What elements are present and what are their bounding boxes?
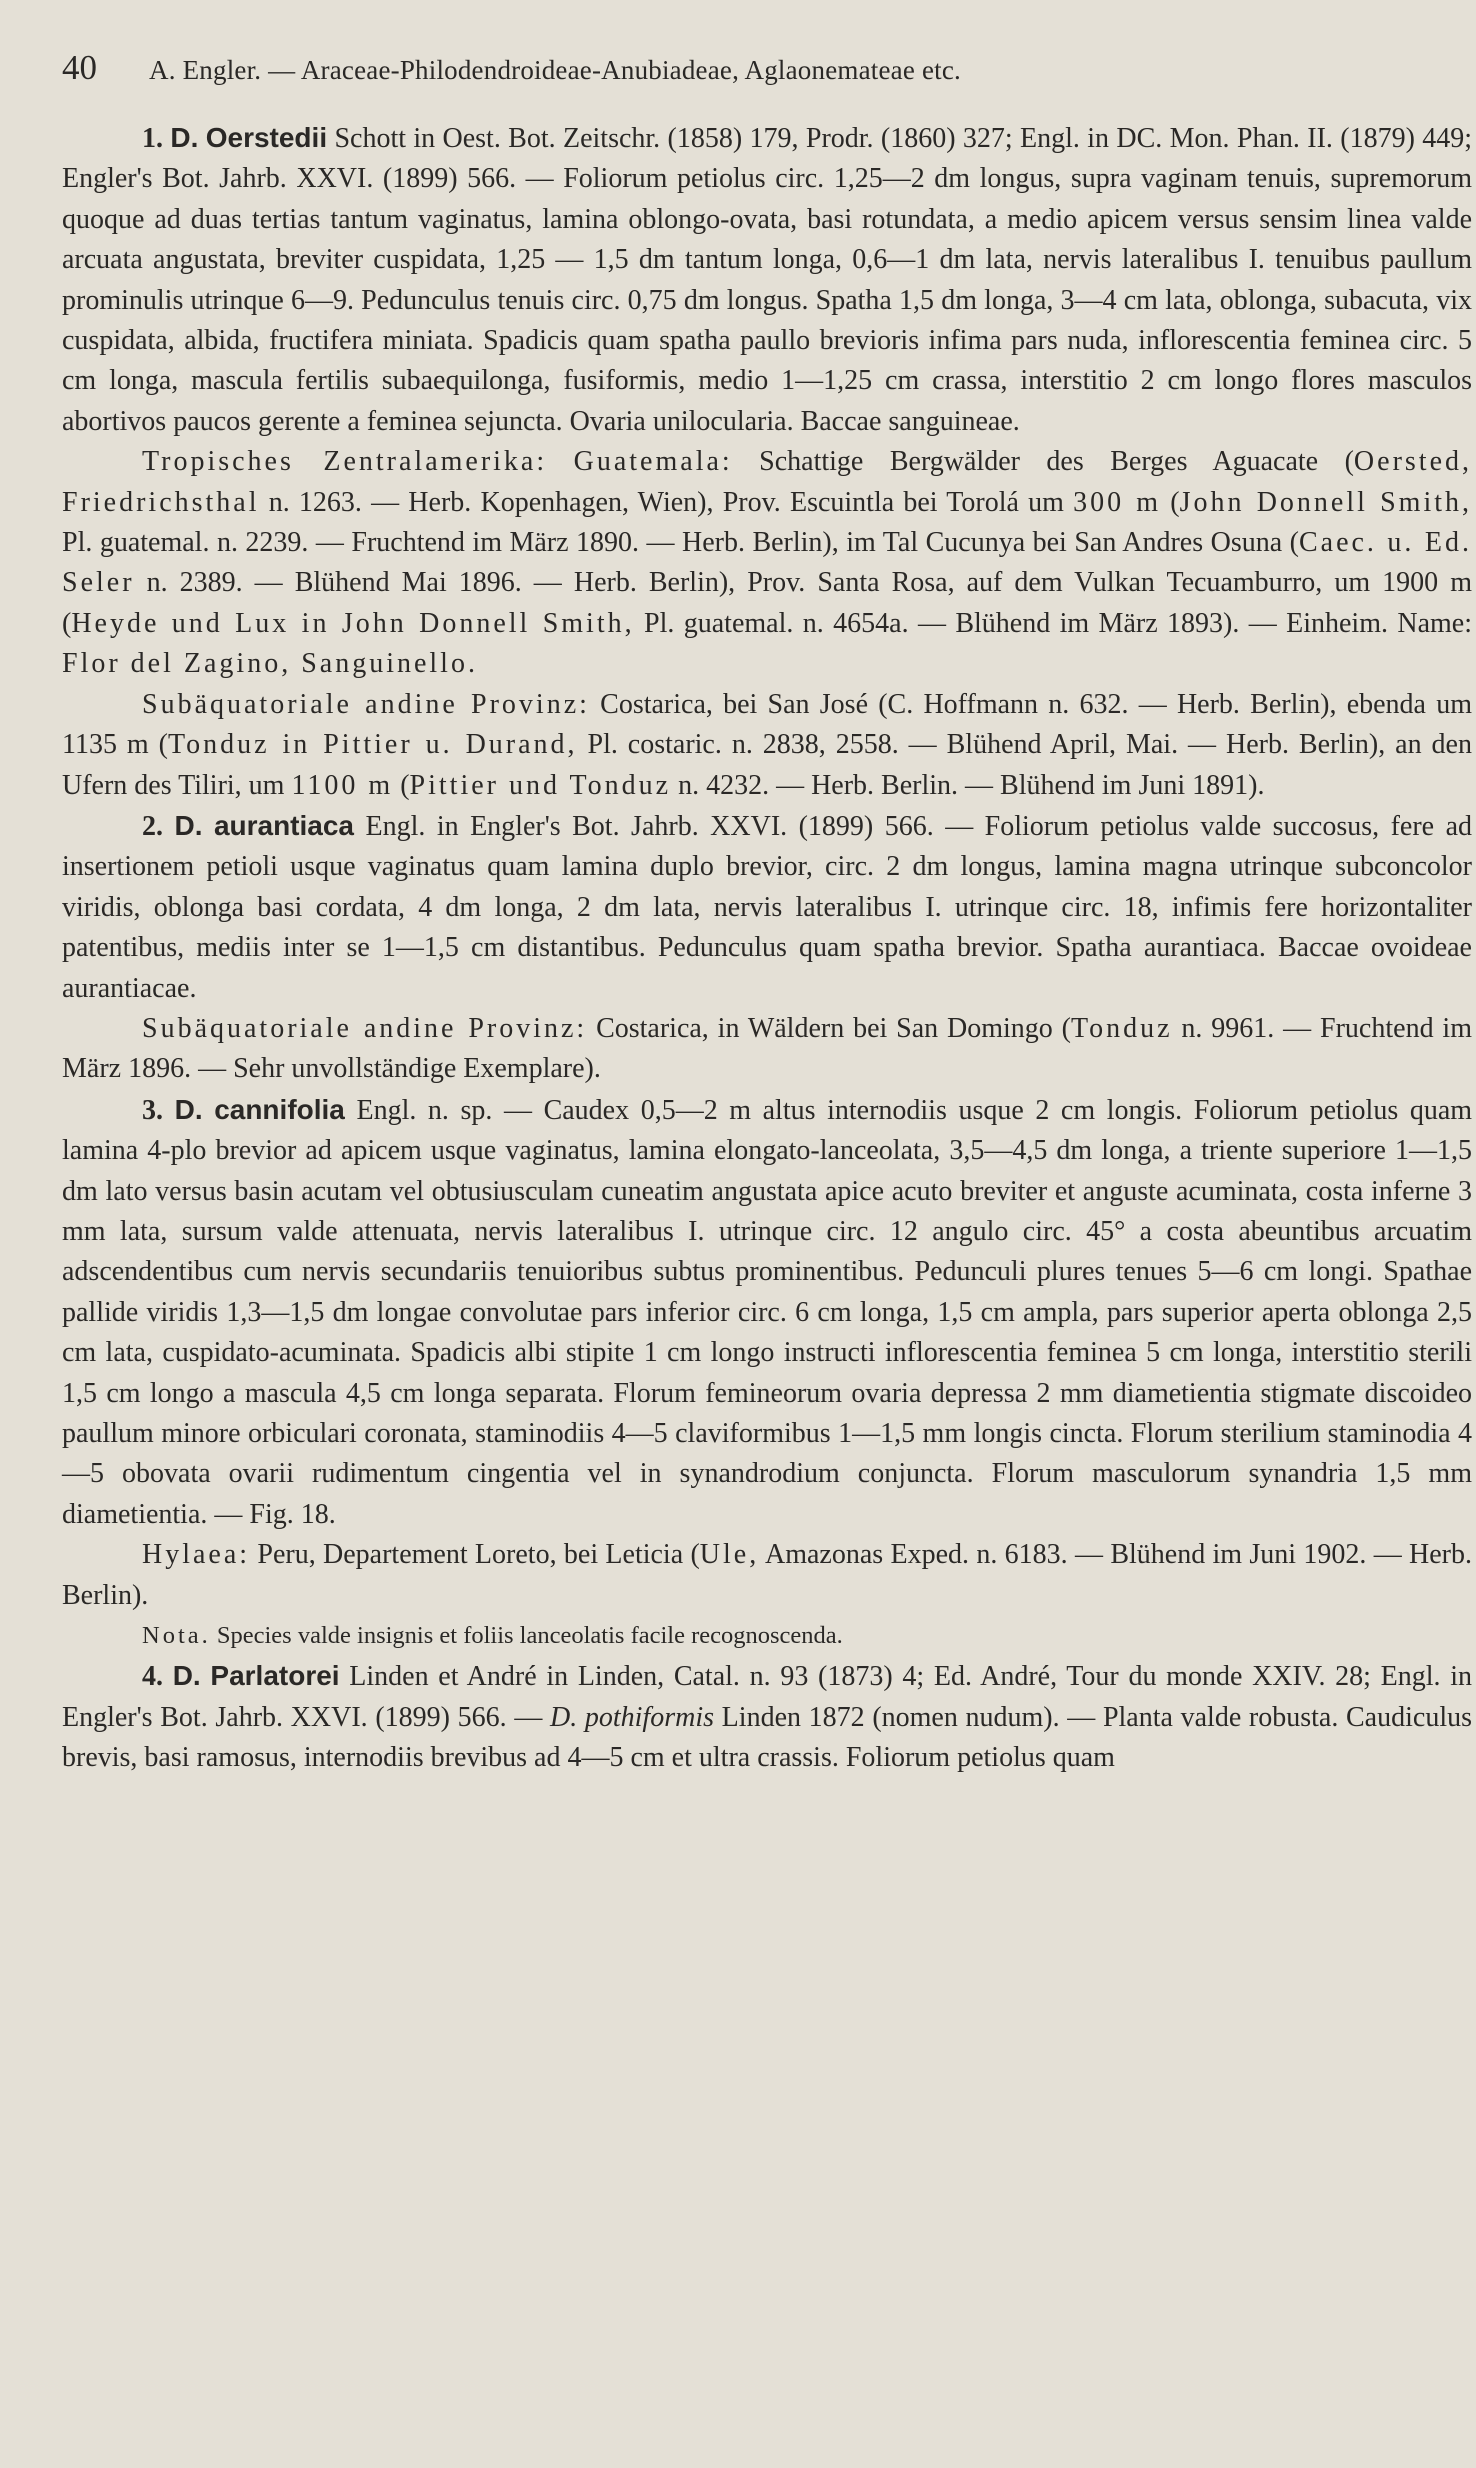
region-name: Hylaea: [142, 1539, 251, 1571]
collector-name: Heyde und Lux in John Donnell Smith, [71, 607, 635, 639]
region-name: Subäquatoriale andine Provinz: [142, 1012, 588, 1044]
species-name: Oerstedii [205, 122, 328, 153]
species-name: Parlatorei [210, 1660, 340, 1692]
entry-number: 1. [142, 123, 163, 154]
species-entry-parlatorei: 4. D. Parlatorei Linden et André in Linden, Catal. n. 93 (1873) 4; Ed. André, Tour du monde XXIV. 28; Engl. in Engler's Bot. Jahrb. XXVI. (1899) 566. — D. pothiformis Linden 1872 (nomen nudum). — Planta valde robusta. Caudiculus brevis, basi ramosus, internodiis brevibus ad 4—5 cm et ultra crassis. Foliorum petiolus quam [62, 1660, 1472, 1774]
entry-text: Engl. n. sp. — Caudex 0,5—2 m altus internodiis usque 2 cm longis. Foliorum petiolus quam lamina 4-plo brevior ad apicem usque vaginatus, lamina elongato-lanceolata, 3,5—4,5 dm longa, a triente superiore 1—1,5 dm lato versus basin acutam vel obtusiusculam cuneatim angustata apice acuto breviter et anguste acuminata, costa inferne 3 mm lata, sursum valde attenuata, nervis lateralibus I. utrinque circ. 12 angulo circ. 45° a costa abeuntibus arcuatim adscendentibus cum nervis secundariis tenuioribus subtus prominentibus. Pedunculi plures tenues 5—6 cm longi. Spathae pallide viridis 1,3—1,5 dm longae convolutae pars inferior circ. 6 cm longa, 1,5 cm ampla, pars superior aperta oblonga 2,5 cm lata, cuspidato-acuminata. Spadicis albi stipite 1 cm longo instructi inflorescentia feminea 5 cm longa, interstitio sterili 1,5 cm longo a mascula 4,5 cm longa separata. Florum femineorum ovaria depressa 2 mm diametientia stigmate discoideo paullum minore orbiculari coronata, staminodiis 4—5 claviformibus 1—1,5 mm longis cincta. Florum sterilium staminodia 4—5 obovata ovarii rudimentum cingentia vel in synandrodium conjuncta. Florum masculorum synandria 1,5 mm diametientia. — Fig. 18. [62, 1094, 1473, 1530]
genus-abbrev: D. [174, 809, 203, 841]
elevation: 300 m [1073, 486, 1162, 518]
page-header [62, 48, 1472, 88]
genus-abbrev: D. [172, 1660, 201, 1692]
entry-text: Schott in Oest. Bot. Zeitschr. (1858) 179, Prodr. (1860) 327; Engl. in DC. Mon. Phan. II. (1879) 449; Engler's Bot. Jahrb. XXVI. (1899) 566. — Foliorum petiolus circ. 1,25—2 dm longus, supra vaginam tenuis, supremorum quoque ad duas tertias tantum vaginatus, lamina oblongo-ovata, basi rotundata, a medio apicem versus sensim linea valde arcuata angustata, breviter cuspidata, 1,25 — 1,5 dm tantum longa, 0,6—1 dm lata, nervis lateralibus I. tenuibus paullum prominulis utrinque 6—9. Pedunculus tenuis circ. 0,75 dm longus. Spatha 1,5 dm longa, 3—4 cm lata, oblonga, subacuta, vix cuspidata, albida, fructifera miniata. Spadicis quam spatha paullo brevioris infima pars nuda, inflorescentia feminea circ. 5 cm longa, mascula fertilis subaequilonga, fusiformis, medio 1—1,25 cm crassa, interstitio 2 cm longo flores masculos abortivos paucos gerente a feminea sejuncta. Ovaria unilocularia. Baccae sanguineae. [62, 123, 1473, 437]
species-name: cannifolia [214, 1093, 345, 1125]
genus-abbrev: D. [170, 122, 199, 153]
species-entry-aurantiaca [62, 806, 1472, 1009]
vernacular-name: Flor del Zagino, Sanguinello. [62, 648, 478, 680]
distribution-hylaea: Hylaea: Peru, Departement Loreto, bei Leticia (Ule, Amazonas Exped. n. 6183. — Blühend im Juni 1902. — Herb. Berlin). [62, 1539, 1472, 1611]
collector-name: Tonduz [1070, 1012, 1173, 1044]
entry-number: 4. [142, 1661, 163, 1693]
synonym-name: D. pothiformis [549, 1701, 715, 1733]
collector-name: John Donnell Smith, [1179, 486, 1473, 518]
collector-name: Ule, [699, 1539, 760, 1571]
distribution-costarica: Subäquatoriale andine Provinz: Costarica, bei San José (C. Hoffmann n. 632. — Herb. Berlin), ebenda um 1135 m (Tonduz in Pittier u. Durand, Pl. costaric. n. 2838, 2558. — Blühend April, Mai. — Herb. Berlin), an den Ufern des Tiliri, um 1100 m (Pittier und Tonduz n. 4232. — Herb. Berlin. — Blühend im Juni 1891). [62, 688, 1472, 801]
nota-paragraph [62, 1616, 1472, 1656]
page-number: 40 [62, 48, 97, 87]
elevation: 1100 m [291, 769, 394, 801]
species-name: aurantiaca [213, 809, 355, 841]
entry-number: 3. [142, 1094, 163, 1126]
region-name: Tropisches Zentralamerika: [142, 446, 548, 478]
nota-label: Nota. [142, 1622, 211, 1650]
entry-number: 2. [142, 810, 163, 842]
distribution-costarica-aurantiaca: Subäquatoriale andine Provinz: Costarica, in Wäldern bei San Domingo (Tonduz n. 9961. — Fruchtend im März 1896. — Sehr unvollständige Exemplare). [62, 1012, 1472, 1085]
distribution-central-america: Tropisches Zentralamerika: Guatemala: Schattige Bergwälder des Berges Aguacate (Oersted, Friedrichsthal n. 1263. — Herb. Kopenhagen, Wien), Prov. Escuintla bei Torolá um 300 m (John Donnell Smith, Pl. guatemal. n. 2239. — Fruchtend im März 1890. — Herb. Berlin), im Tal Cucunya bei San Andres Osuna (Caec. u. Ed. Seler n. 2389. — Blühend Mai 1896. — Herb. Berlin), Prov. Santa Rosa, auf dem Vulkan Tecuamburro, um 1900 m (Heyde und Lux in John Donnell Smith, Pl. guatemal. n. 4654a. — Blühend im März 1893). — Einheim. Name: Flor del Zagino, Sanguinello. [62, 446, 1473, 680]
nota-text: Species valde insignis et foliis lanceolatis facile recognoscenda. [210, 1622, 843, 1650]
entry-text: Engl. in Engler's Bot. Jahrb. XXVI. (1899) 566. — Foliorum petiolus valde succosus, fere ad insertionem petioli usque vaginatus quam lamina duplo brevior, circ. 2 dm longus, lamina magna utrinque subconcolor viridis, oblonga basi cordata, 4 dm longa, 2 dm lata, nervis lateralibus I. utrinque circ. 18, infimis fere horizontaliter patentibus, mediis inter se 1—1,5 cm distantibus. Pedunculus quam spatha brevior. Spatha aurantiaca. Baccae ovoideae aurantiacae. [62, 810, 1473, 1004]
collector-name: Tonduz in Pittier u. Durand, [167, 729, 578, 761]
collector-name: Pittier und Tonduz [409, 769, 672, 801]
country-name: Guatemala: [573, 446, 733, 478]
species-entry-cannifolia [62, 1090, 1472, 1535]
collector-name: Oersted, Friedrichsthal [62, 446, 1472, 518]
running-head: A. Engler. — Araceae-Philodendroideae-Anubiadeae, Aglaonemateae etc. [149, 55, 961, 85]
species-entry-oerstedii [62, 118, 1472, 442]
collector-name: Caec. u. Ed. Seler [62, 527, 1472, 599]
region-name: Subäquatoriale andine Provinz: [142, 688, 590, 720]
genus-abbrev: D. [174, 1093, 203, 1125]
